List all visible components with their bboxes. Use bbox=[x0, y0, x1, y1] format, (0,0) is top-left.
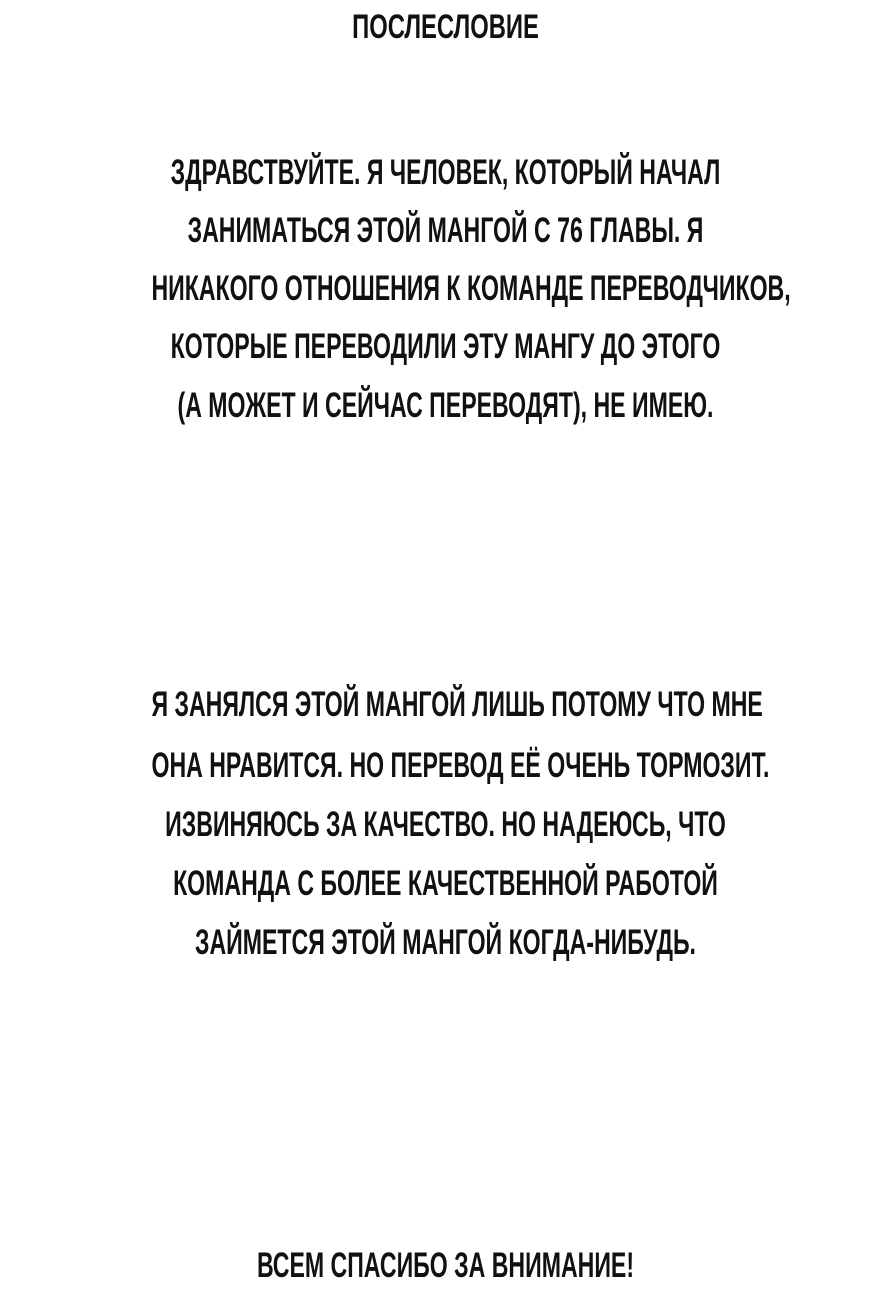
paragraph-line: ИЗВИНЯЮСЬ ЗА КАЧЕСТВО. НО НАДЕЮСЬ, ЧТО bbox=[165, 805, 726, 844]
paragraph-line: Я ЗАНЯЛСЯ ЭТОЙ МАНГОЙ ЛИШЬ ПОТОМУ ЧТО МНЕ bbox=[151, 685, 763, 724]
paragraph-line: КОМАНДА С БОЛЕЕ КАЧЕСТВЕННОЙ РАБОТОЙ bbox=[173, 864, 718, 903]
paragraph-line: (А МОЖЕТ И СЕЙЧАС ПЕРЕВОДЯТ), НЕ ИМЕЮ. bbox=[177, 386, 714, 425]
paragraph-line: ЗАЙМЕТСЯ ЭТОЙ МАНГОЙ КОГДА-НИБУДЬ. bbox=[195, 923, 696, 962]
closing-thanks: ВСЕМ СПАСИБО ЗА ВНИМАНИЕ! bbox=[256, 1246, 635, 1285]
page-title: ПОСЛЕСЛОВИЕ bbox=[352, 8, 539, 46]
paragraph-line: ЗДРАВСТВУЙТЕ. Я ЧЕЛОВЕК, КОТОРЫЙ НАЧАЛ bbox=[170, 153, 721, 192]
paragraph-line: КОТОРЫЕ ПЕРЕВОДИЛИ ЭТУ МАНГУ ДО ЭТОГО bbox=[170, 327, 721, 366]
paragraph-line: ЗАНИМАТЬСЯ ЭТОЙ МАНГОЙ С 76 ГЛАВЫ. Я bbox=[187, 211, 704, 250]
paragraph-line: ОНА НРАВИТСЯ. НО ПЕРЕВОД ЕЁ ОЧЕНЬ ТОРМОЗИТ. bbox=[151, 746, 770, 785]
paragraph-line: НИКАКОГО ОТНОШЕНИЯ К КОМАНДЕ ПЕРЕВОДЧИКОВ, bbox=[151, 269, 791, 308]
